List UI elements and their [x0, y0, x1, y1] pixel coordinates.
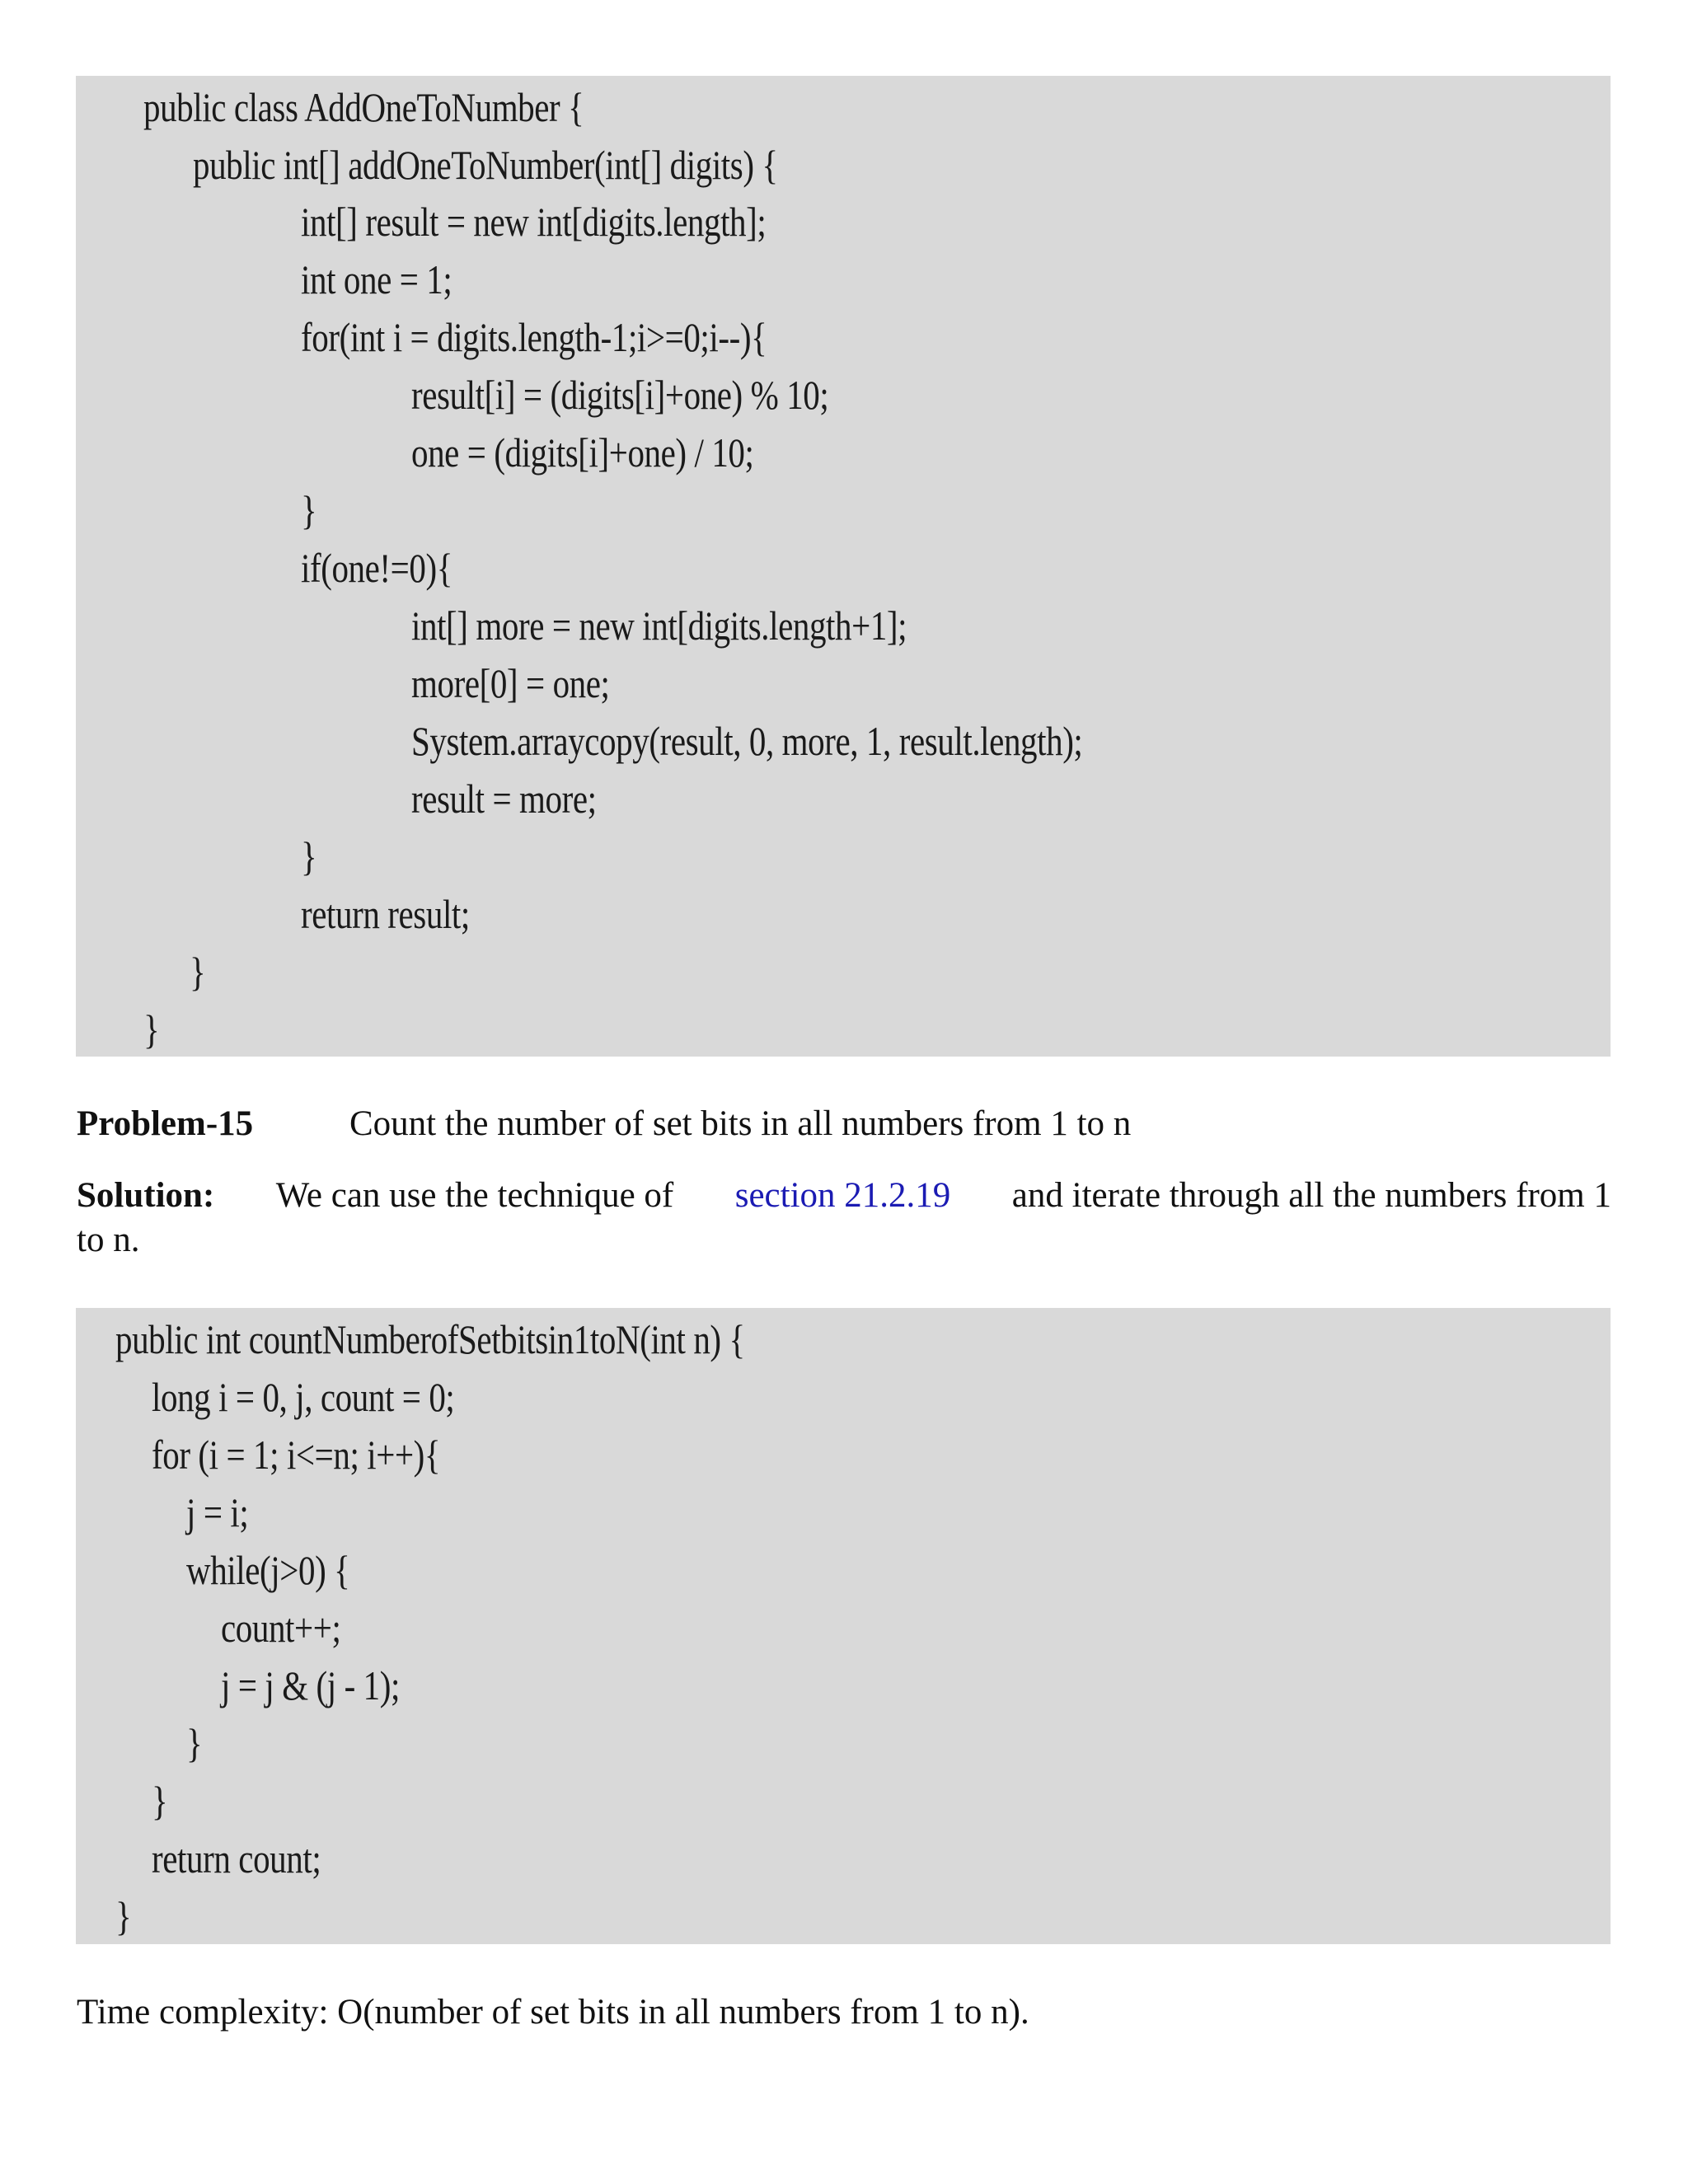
code-line: while(j>0) { — [186, 1547, 350, 1593]
code-line: long i = 0, j, count = 0; — [152, 1374, 455, 1420]
problem-statement: Count the number of set bits in all numbers from 1 to n — [349, 1104, 1132, 1143]
code-block-add-one — [76, 76, 1611, 1057]
solution-text-before-link: We can use the technique of — [275, 1176, 674, 1215]
code-line: } — [152, 1778, 168, 1824]
solution-text-line2: to n. — [77, 1221, 140, 1259]
code-line: public int[] addOneToNumber(int[] digits) { — [193, 142, 778, 188]
code-line: if(one!=0){ — [301, 545, 453, 591]
code-line: count++; — [221, 1605, 341, 1651]
code-line: } — [186, 1720, 203, 1766]
code-line: more[0] = one; — [411, 660, 610, 706]
code-line: int one = 1; — [301, 256, 452, 302]
code-line: public int countNumberofSetbitsin1toN(int n) { — [115, 1316, 745, 1362]
solution-paragraph — [77, 1174, 1611, 1217]
code-line: } — [301, 487, 317, 533]
code-line: return count; — [152, 1835, 321, 1882]
code-line: for (i = 1; i<=n; i++){ — [152, 1432, 441, 1478]
code-block-count-set-bits — [76, 1308, 1611, 1944]
code-line: j = i; — [186, 1489, 249, 1535]
code-line: System.arraycopy(result, 0, more, 1, result.length); — [411, 718, 1083, 764]
code-line: int[] result = new int[digits.length]; — [301, 199, 767, 245]
code-line: } — [115, 1893, 132, 1939]
code-line: result[i] = (digits[i]+one) % 10; — [411, 372, 829, 418]
code-line: int[] more = new int[digits.length+1]; — [411, 602, 907, 649]
code-line: one = (digits[i]+one) / 10; — [411, 429, 754, 476]
code-line: public class AddOneToNumber { — [143, 84, 584, 130]
solution-label: Solution: — [77, 1176, 215, 1215]
code-line: } — [190, 949, 206, 995]
time-complexity-note: Time complexity: O(number of set bits in all numbers from 1 to n). — [77, 1993, 1029, 2032]
solution-text-after-link: and iterate through all the numbers from 1 — [1011, 1176, 1611, 1215]
code-line: for(int i = digits.length-1;i>=0;i--){ — [301, 314, 767, 360]
section-link[interactable]: section 21.2.19 — [734, 1176, 951, 1215]
code-line: return result; — [301, 891, 470, 937]
code-line: } — [301, 833, 317, 879]
code-line: } — [143, 1006, 160, 1052]
problem-label: Problem-15 — [77, 1104, 254, 1143]
code-line: result = more; — [411, 776, 597, 822]
code-line: j = j & (j - 1); — [221, 1662, 400, 1708]
